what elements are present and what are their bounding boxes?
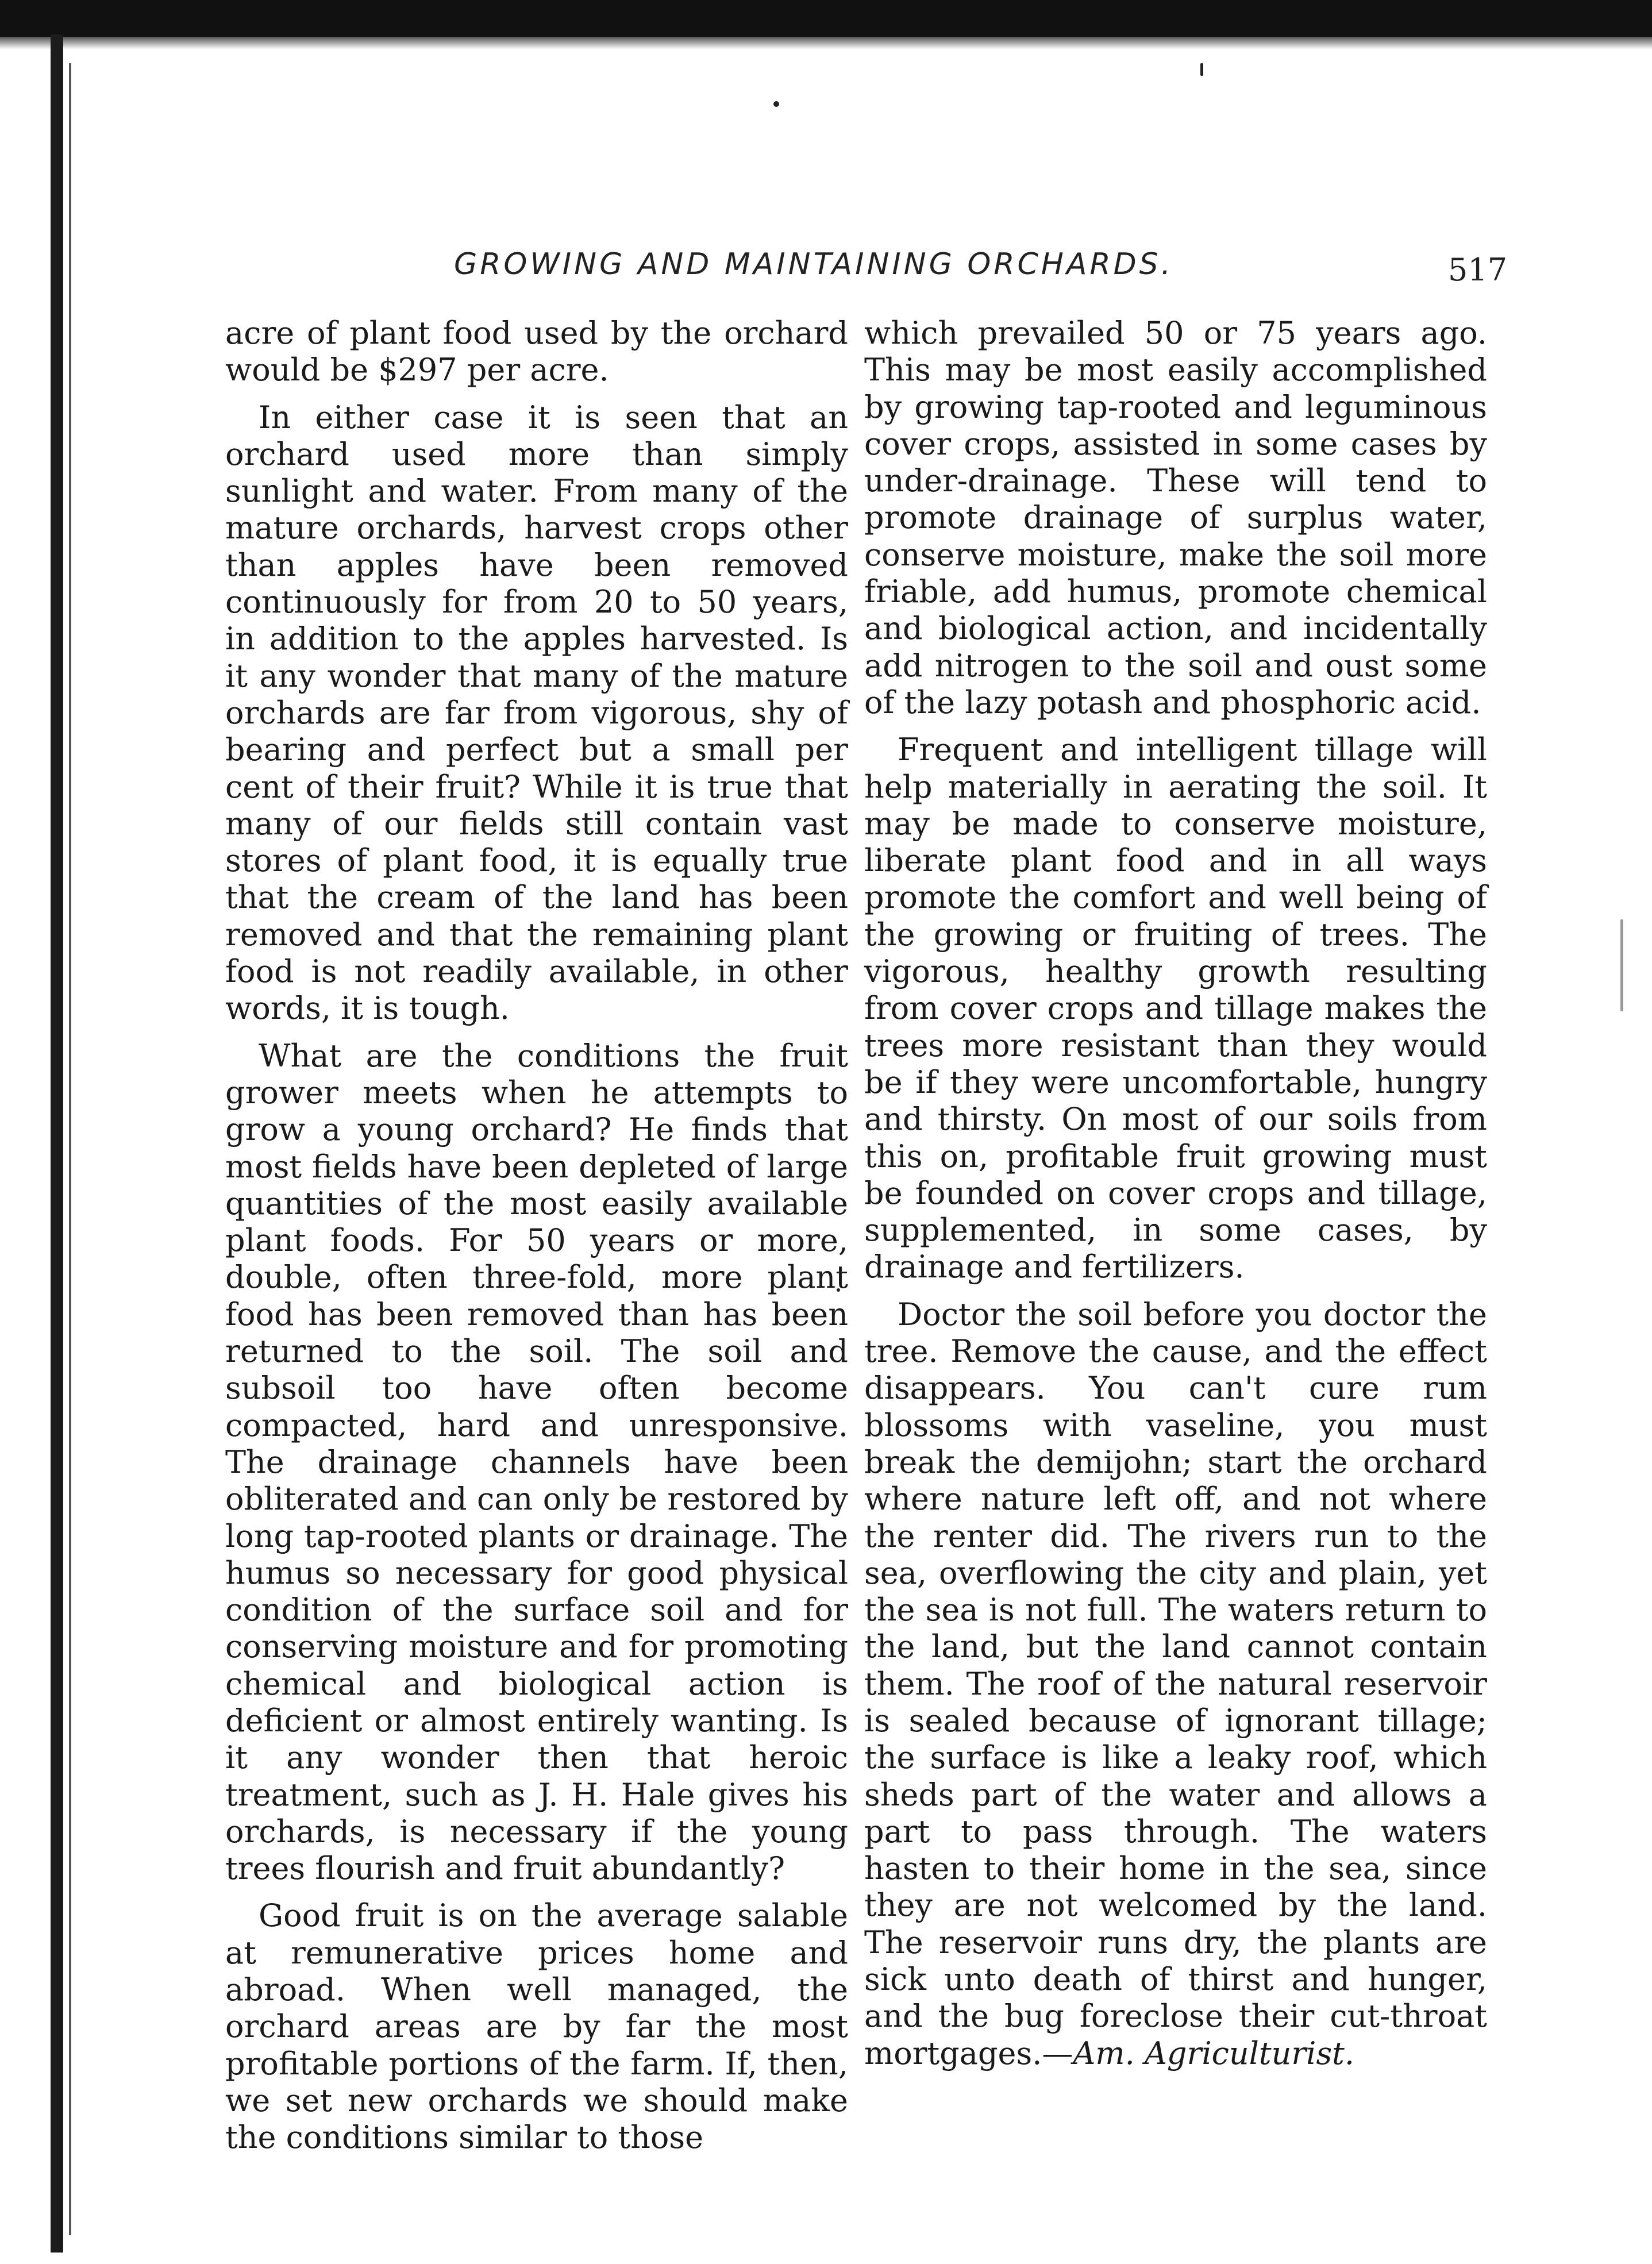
paragraph-text: Doctor the soil before you doctor the tree. Remove the cause, and the effect disappears. You can't cure rum blossoms with vaseline, you must break the demijohn; start the orchard where nature left off, and not where the renter did. The rivers run to the sea, overflowing the city and plain, yet the sea is not full. The waters return to the land, but the land cannot contain them. The roof of the natural reservoir is sealed because of ignorant tillage; the surface is like a leaky roof, which sheds part of the water and allows a part to pass through. The waters hasten to their home in the sea, since they are not welcomed by the land. The reservoir runs dry, the plants are sick unto death of thirst and hunger, and the bug foreclose their cut-throat mortgages.— (864, 1296, 1487, 2072)
scan-top-shadow (0, 37, 1652, 49)
scan-speck (1620, 919, 1623, 1011)
scan-binding-line (69, 63, 71, 2235)
scan-speck (773, 101, 779, 107)
paragraph: Frequent and intelligent tillage will help materially in aerating the soil. It may be made to conserve moisture, liberate plant food and in all ways promote the comfort and well being of the growing or fruiting of trees. The vigorous, healthy growth resulting from cover crops and tillage makes the trees more resistant than they would be if they were uncomfortable, hungry and thirsty. On most of our soils from this on, profitable fruit growing must be founded on cover crops and tillage, supplemented, in some cases, by drainage and fertilizers. (864, 731, 1487, 1285)
paragraph-final (864, 1296, 1487, 2072)
paragraph: What are the conditions the fruit grower meets when he attempts to grow a young orchard? He finds that most fields have been depleted of large quantities of the most easily available plant foods. For 50 years or more, double, often three-fold, more plant food has been removed than has been returned to the soil. The soil and subsoil too have often become compacted, hard and unresponsive. The drainage channels have been obliterated and can only be restored by long tap-rooted plants or drainage. The humus so necessary for good physical condition of the surface soil and for conserving moisture and for promoting chemical and biological action is deficient or almost entirely wanting. Is it any wonder then that heroic treatment, such as J. H. Hale gives his orchards, is necessary if the young trees flourish and fruit abundantly? (225, 1037, 848, 1887)
running-head (0, 247, 1652, 293)
scan-binding-edge (51, 34, 63, 2253)
paragraph: Good fruit is on the average salable at remunerative prices home and abroad. When well managed, the orchard areas are by far the most profitable portions of the farm. If, then, we set new orchards we should make the conditions similar to those (225, 1897, 848, 2156)
page-number: 517 (1448, 252, 1508, 288)
paragraph: In either case it is seen that an orchard used more than simply sunlight and water. From many of the mature orchards, harvest crops other than apples have been removed continuously for from 20 to 50 years, in addition to the apples harvested. Is it any wonder that many of the mature orchards are far from vigorous, shy of bearing and perfect but a small per cent of their fruit? While it is true that many of our fields still contain vast stores of plant food, it is equally true that the cream of the land has been removed and that the remaining plant food is not readily available, in other words, it is tough. (225, 399, 848, 1027)
running-title: GROWING AND MAINTAINING ORCHARDS. (454, 247, 1174, 282)
right-column (864, 315, 1487, 2072)
scan-speck (1200, 63, 1203, 76)
paragraph: acre of plant food used by the orchard would be $297 per acre. (225, 315, 848, 388)
left-column (225, 315, 848, 2157)
paragraph: which prevailed 50 or 75 years ago. This may be most easily accomplished by growing tap-rooted and leguminous cover crops, assisted in some cases by under-drainage. These will tend to promote drainage of surplus water, conserve moisture, make the soil more friable, add humus, promote chemical and biological action, and incidentally add nitrogen to the soil and oust some of the lazy potash and phosphoric acid. (864, 315, 1487, 721)
scan-top-edge (0, 0, 1652, 37)
attribution: Am. Agriculturist. (1073, 2035, 1355, 2072)
